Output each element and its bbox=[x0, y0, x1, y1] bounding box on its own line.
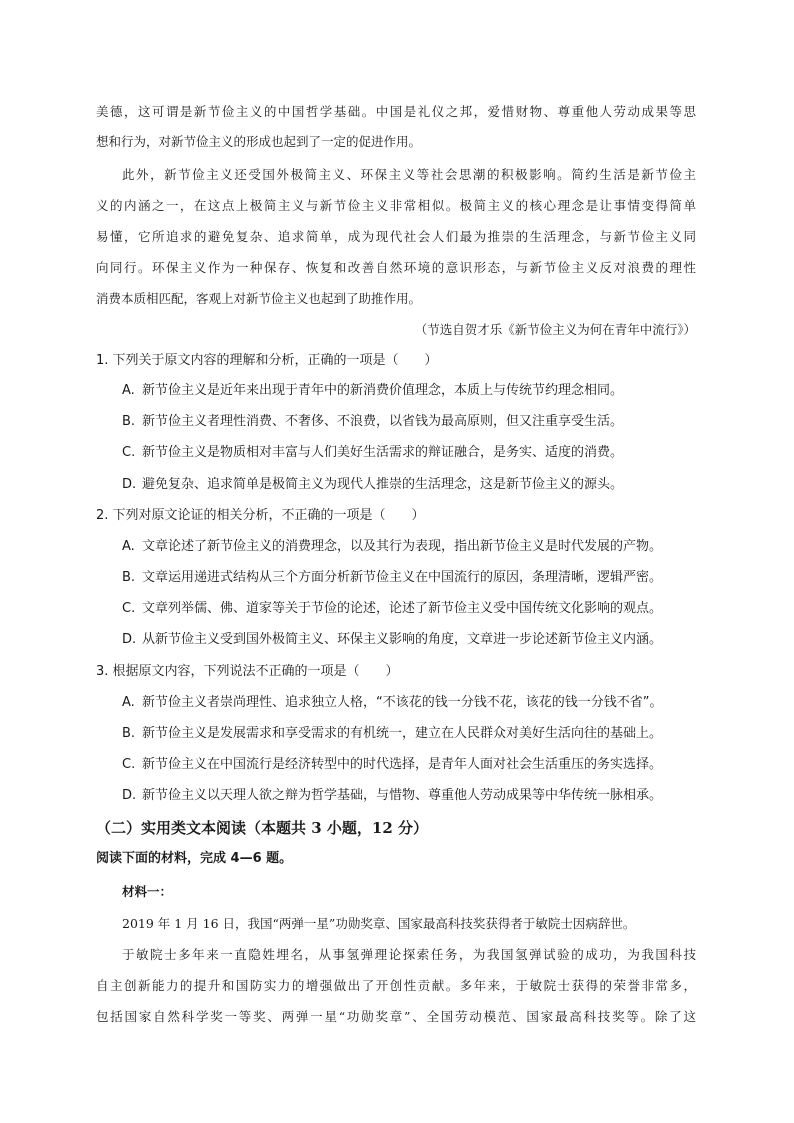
passage-line: 此外，新节俭主义还受国外极简主义、环保主义等社会思潮的积极影响。简约生活是新节俭主 bbox=[122, 167, 696, 182]
question-stem: 2. 下列对原文论证的相关分析，不正确的一项是（ ） bbox=[96, 508, 425, 523]
option-label: B. bbox=[122, 570, 136, 585]
option-label: A. bbox=[122, 539, 135, 554]
passage-line: 消费本质相匹配，客观上对新节俭主义也起到了助推作用。 bbox=[96, 291, 422, 306]
question-stem: 3. 根据原文内容，下列说法不正确的一项是（ ） bbox=[96, 664, 399, 679]
option-label: C. bbox=[122, 601, 136, 616]
material-label: 材料一： bbox=[122, 884, 173, 899]
answer-option bbox=[122, 725, 712, 743]
question-stem: 1. 下列关于原文内容的理解和分析，正确的一项是（ ） bbox=[96, 353, 438, 368]
passage-line: 想和行为，对新节俭主义的形成也起到了一定的促进作用。 bbox=[96, 134, 422, 149]
option-label: C. bbox=[122, 445, 136, 460]
option-text: 文章论述了新节俭主义的消费理念，以及其行为表现，指出新节俭主义是时代发展的产物。 bbox=[142, 539, 663, 554]
passage-source: （节选自贺才乐《新节俭主义为何在青年中流行》） bbox=[414, 322, 696, 337]
answer-option bbox=[122, 694, 712, 712]
section-instruction: 阅读下面的材料，完成 4—6 题。 bbox=[96, 851, 293, 866]
option-label: D. bbox=[122, 632, 137, 647]
answer-option bbox=[122, 413, 712, 431]
option-label: A. bbox=[122, 695, 135, 710]
option-label: D. bbox=[122, 477, 137, 492]
option-label: D. bbox=[122, 788, 137, 803]
passage-line: 易懂，它所追求的避免复杂、追求简单，成为现代社会人们最为推崇的生活理念，与新节俭主义同 bbox=[96, 229, 696, 244]
option-text: 文章运用递进式结构从三个方面分析新节俭主义在中国流行的原因，条理清晰，逻辑严密。 bbox=[142, 570, 663, 585]
option-text: 从新节俭主义受到国外极简主义、环保主义影响的角度，文章进一步论述新节俭主义内涵。 bbox=[142, 632, 663, 647]
material-line: 自主创新能力的提升和国防实力的增强做出了开创性贡献。多年来，于敏院士获得的荣誉非常多， bbox=[96, 978, 696, 993]
option-text: 新节俭主义在中国流行是经济转型中的时代选择，是青年人面对社会生活重压的务实选择。 bbox=[142, 757, 663, 772]
option-text: 避免复杂、追求简单是极简主义为现代人推崇的生活理念，这是新节俭主义的源头。 bbox=[142, 477, 624, 492]
option-text: 文章列举儒、佛、道家等关于节俭的论述，论述了新节俭主义受中国传统文化影响的观点。 bbox=[142, 601, 663, 616]
passage-line: 美德，这可谓是新节俭主义的中国哲学基础。中国是礼仪之邦，爱惜财物、尊重他人劳动成果等思 bbox=[96, 104, 696, 119]
option-label: B. bbox=[122, 414, 136, 429]
option-label: A. bbox=[122, 383, 135, 398]
option-text: 新节俭主义是发展需求和享受需求的有机统一，建立在人民群众对美好生活向往的基础上。 bbox=[142, 726, 663, 741]
answer-option bbox=[122, 569, 712, 587]
answer-option bbox=[122, 600, 712, 618]
option-label: C. bbox=[122, 757, 136, 772]
answer-option bbox=[122, 476, 712, 494]
answer-option bbox=[122, 382, 712, 400]
option-text: 新节俭主义者理性消费、不奢侈、不浪费，以省钱为最高原则，但又注重享受生活。 bbox=[142, 414, 624, 429]
option-text: 新节俭主义以天理人欲之辩为哲学基础，与惜物、尊重他人劳动成果等中华传统一脉相承。 bbox=[142, 788, 663, 803]
answer-option bbox=[122, 787, 712, 805]
option-text: 新节俭主义是近年来出现于青年中的新消费价值理念，本质上与传统节约理念相同。 bbox=[142, 383, 624, 398]
material-line: 包括国家自然科学奖一等奖、两弹一星“功勋奖章”、全国劳动模范、国家最高科技奖等。除了这 bbox=[96, 1009, 696, 1024]
option-text: 新节俭主义者崇尚理性、追求独立人格，“不该花的钱一分钱不花，该花的钱一分钱不省”。 bbox=[142, 695, 663, 710]
answer-option bbox=[122, 538, 712, 556]
material-paragraph: 2019 年 1 月 16 日，我国“两弹一星”功勋奖章、国家最高科技奖获得者于敏院士因病辞世。 bbox=[122, 916, 636, 931]
answer-option bbox=[122, 756, 712, 774]
option-text: 新节俭主义是物质相对丰富与人们美好生活需求的辩证融合，是务实、适度的消费。 bbox=[142, 445, 624, 460]
answer-option bbox=[122, 631, 712, 649]
answer-option bbox=[122, 444, 712, 462]
passage-line: 义的内涵之一，在这点上极简主义与新节俭主义非常相似。极简主义的核心理念是让事情变得简单 bbox=[96, 198, 696, 213]
section-heading: （二）实用类文本阅读（本题共 3 小题，12 分） bbox=[96, 819, 428, 837]
material-line: 于敏院士多年来一直隐姓埋名，从事氢弹理论探索任务，为我国氢弹试验的成功，为我国科技 bbox=[122, 947, 696, 962]
passage-line: 向同行。环保主义作为一种保存、恢复和改善自然环境的意识形态，与新节俭主义反对浪费的理性 bbox=[96, 260, 696, 275]
option-label: B. bbox=[122, 726, 136, 741]
